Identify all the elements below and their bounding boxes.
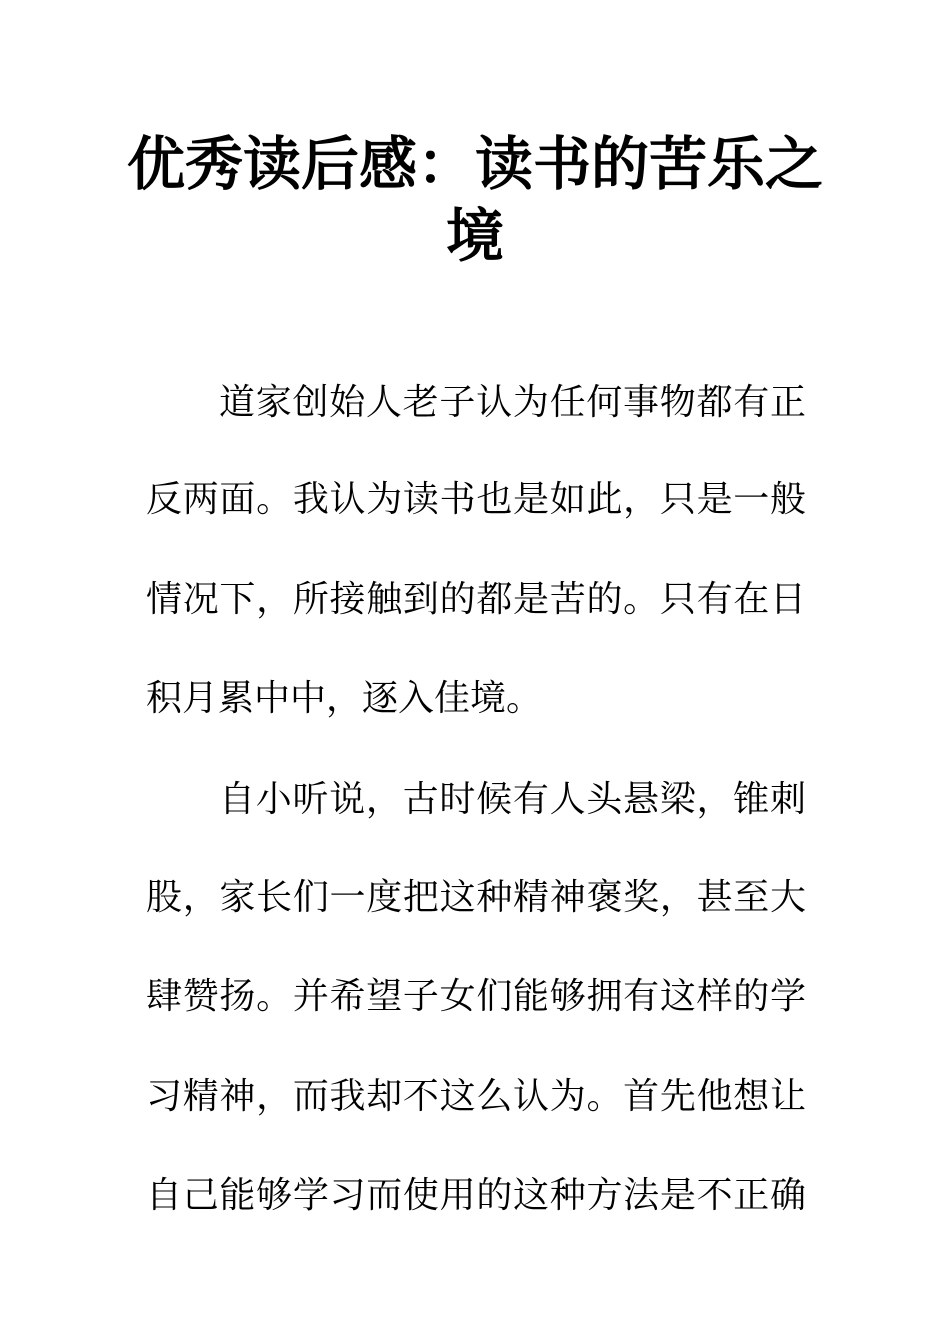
paragraph-2-line-5: 自己能够学习而使用的这种方法是不正确 [146,1175,806,1216]
paragraph-2-line-3: 肆赞扬。并希望子女们能够拥有这样的学 [146,976,806,1017]
paragraph-1-line-4: 积月累中中，逐入佳境。 [146,678,543,719]
paragraph-2-line-4: 习精神，而我却不这么认为。首先他想让 [146,1076,806,1117]
paragraph-2-line-2: 股，家长们一度把这种精神褒奖，甚至大 [146,877,806,918]
paragraph-2-line-1: 自小听说，古时候有人头悬梁，锥刺 [219,779,806,820]
paragraph-1-line-2: 反两面。我认为读书也是如此，只是一般 [146,479,806,520]
paragraph-1-line-1: 道家创始人老子认为任何事物都有正 [219,382,806,423]
document-title: 优秀读后感：读书的苦乐之境 [126,130,823,270]
paragraph-1-line-3: 情况下，所接触到的都是苦的。只有在日 [146,579,806,620]
